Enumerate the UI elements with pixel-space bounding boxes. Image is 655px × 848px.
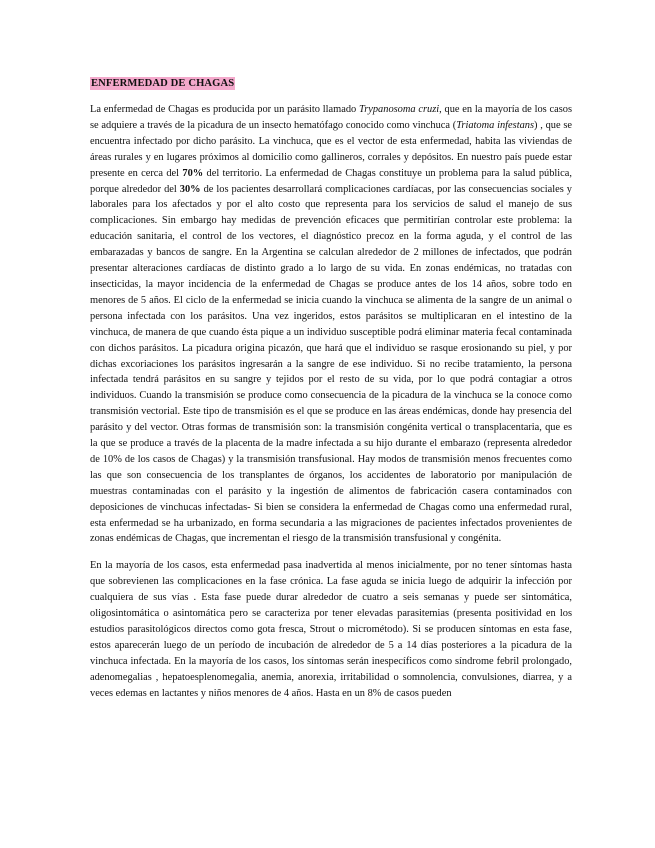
paragraph-2: En la mayoría de los casos, esta enfermedad pasa inadvertida al menos inicialmente, por no tener síntomas hasta que sobrevienen las complicaciones en la fase crónica. La fase aguda se inicia luego de adquirir la infección por cualquiera de sus vías . Esta fase puede durar alrededor de cuatro a seis semanas y puede ser sintomática, oligosintomática o asintomática pero se caracteriza por tener elevadas parasitemias (presenta positividad en los estudios parasitológicos directos como gota fresca, Strout o micrométodo). Si se producen síntomas en esta fase, estos aparecerán luego de un período de incubación de alrededor de 5 a 14 días posteriores a la picadura de la vinchuca infectada. En la mayoría de los casos, los síntomas serán inespecíficos como síndrome febril prolongado, adenomegalias , hepatoesplenomegalia, anemia, anorexia, irritabilidad o somnolencia, convulsiones, diarrea, y a veces edemas en lactantes y niños menores de 4 años. Hasta en un 8% de casos pueden bbox=[90, 560, 572, 699]
vector-name: Triatoma infestans bbox=[456, 119, 535, 131]
parasite-name: Trypanosoma cruzi bbox=[359, 104, 440, 115]
paragraph-1-text-a: La enfermedad de Chagas es producida por un parásito llamado bbox=[90, 104, 359, 115]
paragraph-1-text-c: ) , que se encuentra infectado por dicho parásito. La vinchuca, que es el vector de esta enfermedad, habita las viviendas de áreas rurales y en lugares próximos al domicilio como gallineros, corrales y depósitos. En nuestro país puede estar presente en cerca del bbox=[90, 119, 572, 179]
document-body bbox=[90, 76, 572, 713]
paragraph-1-text-b: , que en la mayoría de los casos se adquiere a través de la picadura de un insecto hematófago conocido como vinchuca ( bbox=[90, 104, 572, 131]
document-title: ENFERMEDAD DE CHAGAS bbox=[91, 78, 235, 89]
title-row bbox=[90, 76, 572, 102]
cardiac-percentage: 30% bbox=[179, 183, 201, 195]
territory-percentage: 70% bbox=[182, 167, 204, 179]
paragraph-1-text-d: del territorio. La enfermedad de Chagas constituye un problema para la salud pública, porque alrededor del bbox=[90, 167, 573, 195]
paragraph-1-text-e: de los pacientes desarrollará complicaciones cardíacas, por las consecuencias sociales y laborales para los afectados y por el alto costo que representa para los servicios de salud el manejo de sus complicaciones. Sin embargo hay medidas de prevención eficaces que permitirían controlar este problema: la educación sanitaria, el control de los vectores, el diagnóstico precoz en la forma aguda, y el control de las embarazadas y bancos de sangre. En la Argentina se calculan alrededor de 2 millones de infectados, que podrán presentar alteraciones cardíacas de distinto grado a lo largo de su vida. En zonas endémicas, no tratadas con insecticidas, la mayor incidencia de la enfermedad de Chagas se produce antes de los 14 años, sobre todo en menores de 5 años. El ciclo de la enfermedad se inicia cuando la vinchuca se alimenta de la sangre de un animal o persona infectada con los parásitos. Una vez ingeridos, estos parásitos se multiplicaran en el intestino de la vinchuca, de manera de que cuando ésta pique a un individuo susceptible podrá eliminar materia fecal contaminada con dichos parásitos. La picadura origina picazón, que hará que el individuo se rasque erosionando su piel, y por dichas excoriaciones los parásitos ingresarán a la sangre de ese individuo. Si no recibe tratamiento, la persona infectada tendrá parásitos en su sangre y tejidos por el resto de su vida, por lo que podrá contagiar a otros individuos. Cuando la transmisión se produce como consecuencia de la picadura de la vinchuca se la conoce como transmisión vectorial. Este tipo de transmisión es el que se produce en las áreas endémicas, donde hay presencia del parásito y del vector. Otras formas de transmisión son: la transmisión congénita vertical o transplacentaria, que es la que se produce a través de la placenta de la madre infectada a su hijo durante el embarazo (representa alrededor de 10% de los casos de Chagas) y la transmisión transfusional. Hay modos de transmisión menos frecuentes como las que son consecuencia de los transplantes de órganos, los accidentes de laboratorio por manipulación de muestras contaminadas con el parásito y la ingestión de alimentos de fabricación casera contaminados con deposiciones de vinchucas infectadas- Si bien se considera la enfermedad de Chagas como una enfermedad rural, esta enfermedad se ha urbanizado, en forma secundaria a las migraciones de pacientes infectados provenientes de zonas endémicas de Chagas, que incrementan el riesgo de la transmisión transfusional y congénita. bbox=[90, 183, 572, 545]
paragraph-1 bbox=[90, 102, 572, 547]
